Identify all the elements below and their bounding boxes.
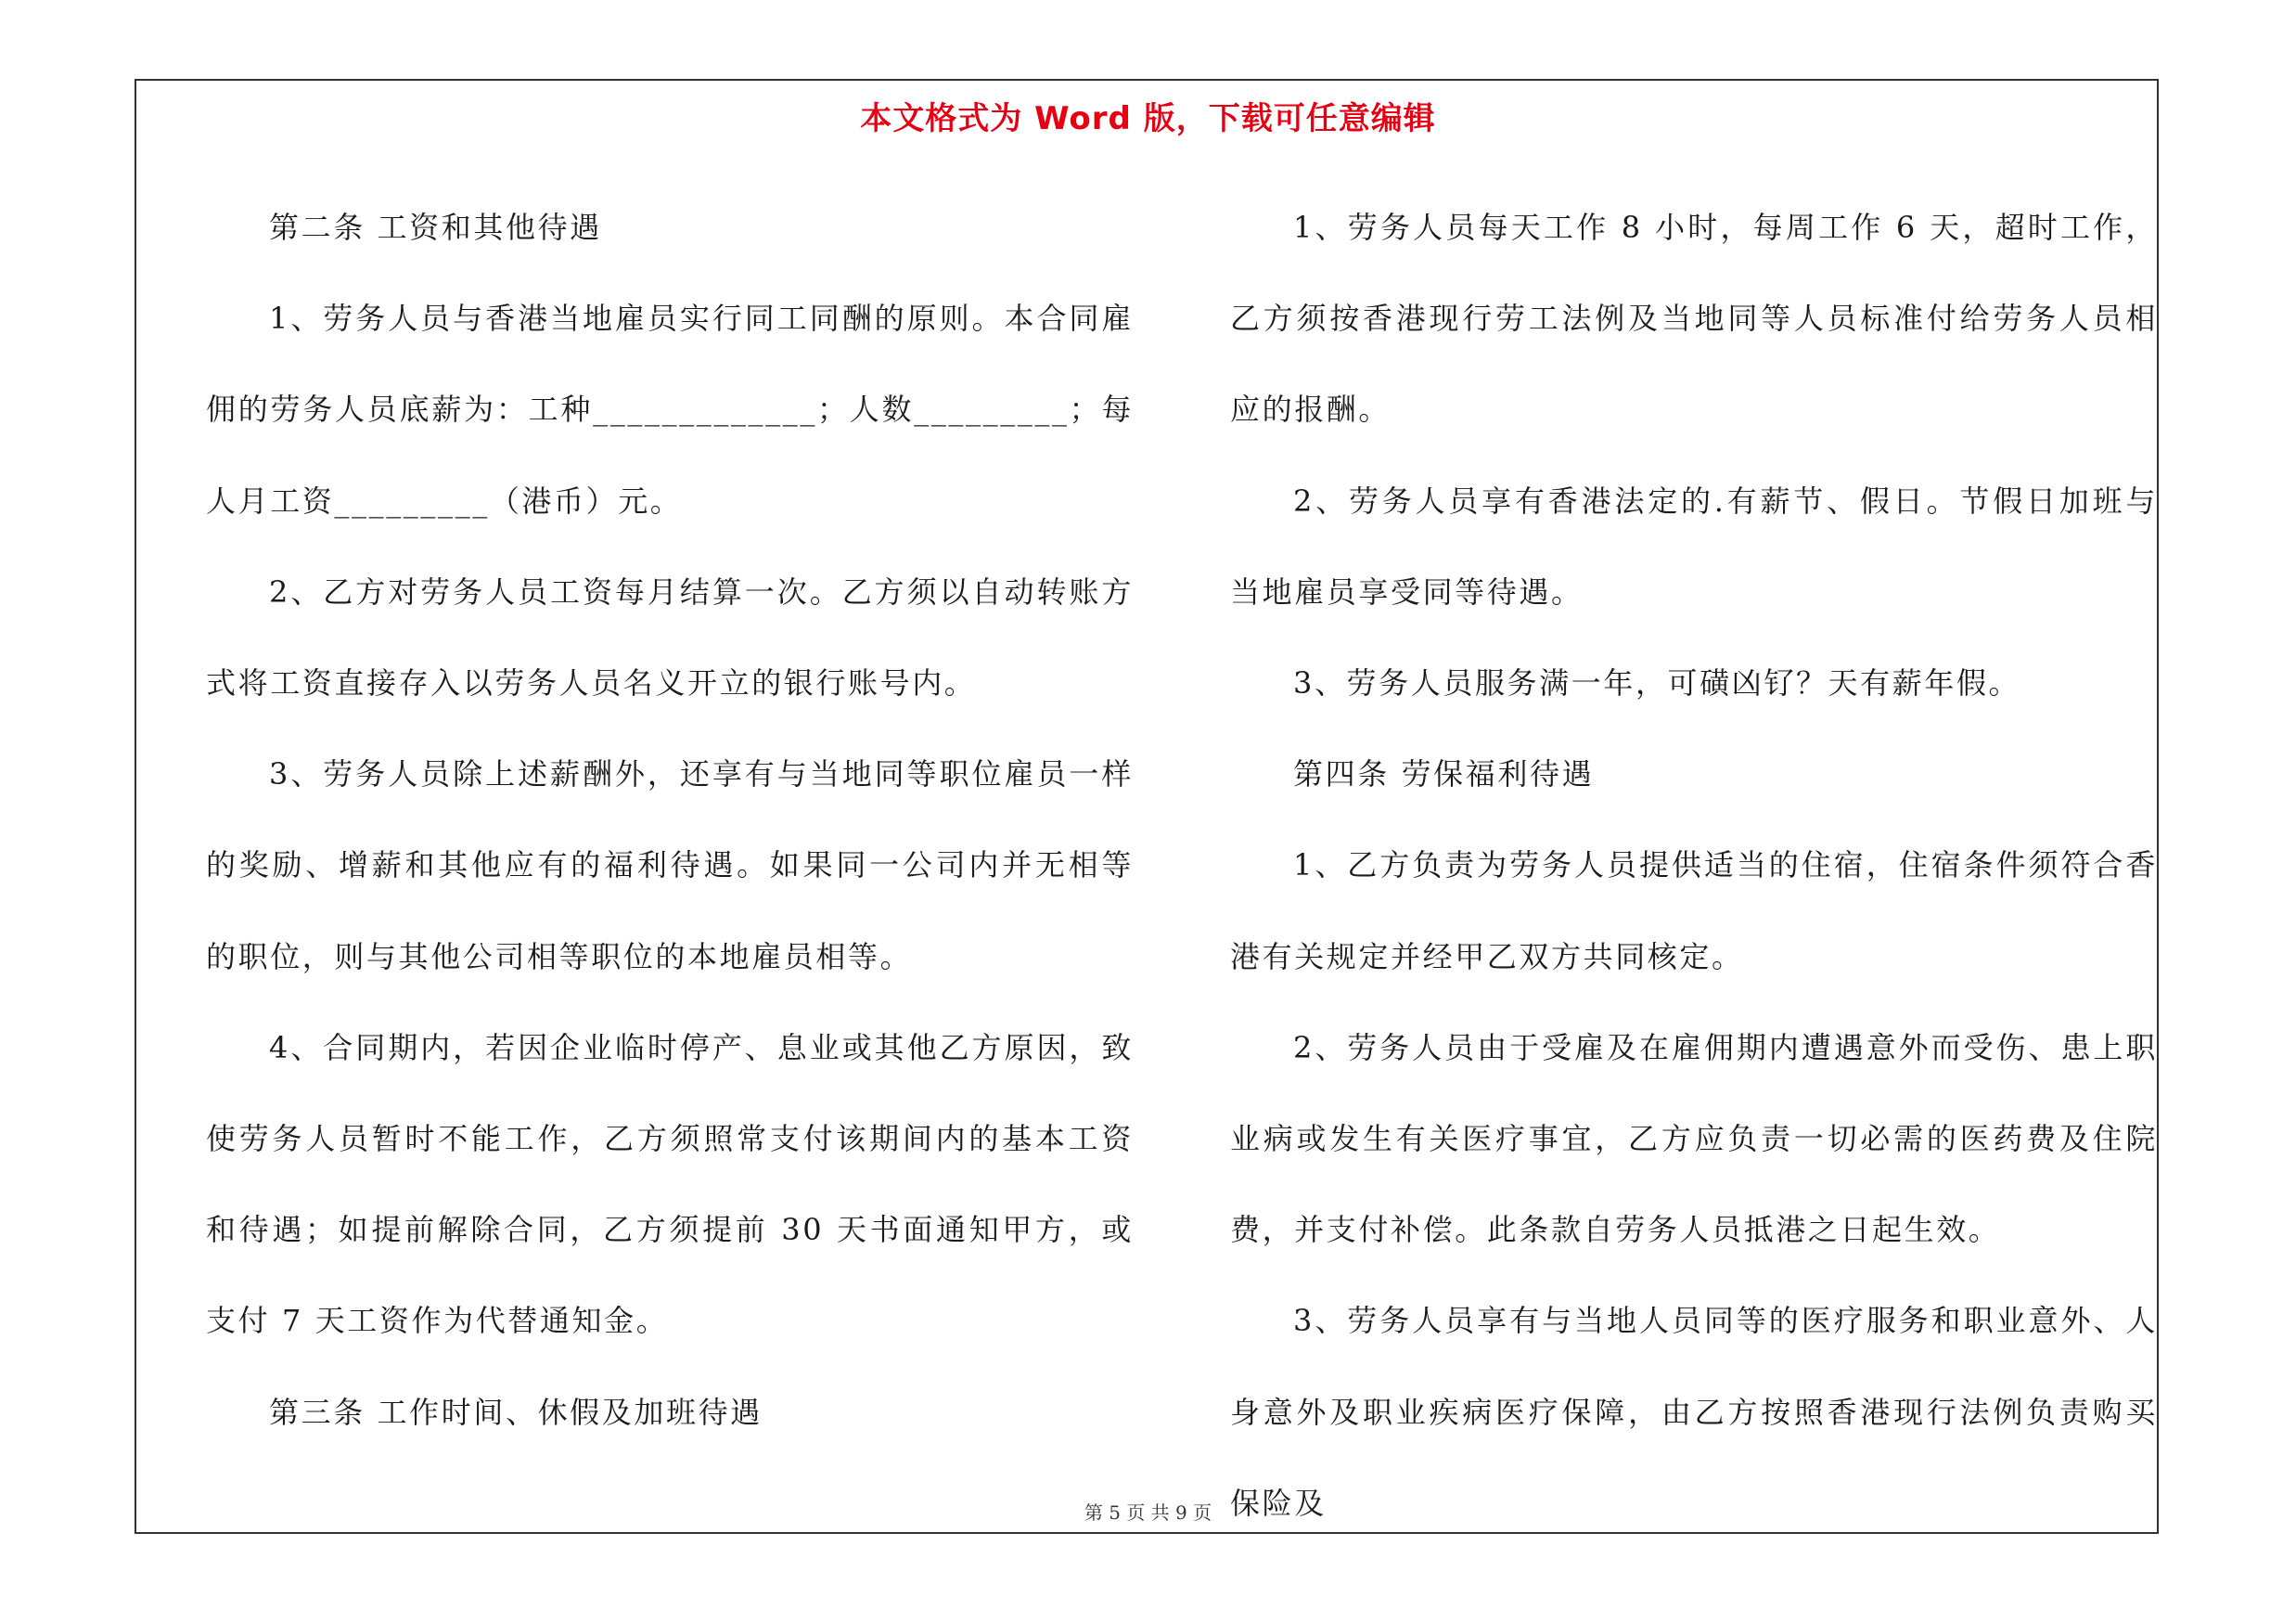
format-banner: 本文格式为 Word 版，下载可任意编辑 — [860, 100, 1436, 137]
right-column — [1230, 182, 2158, 1549]
paragraph-article-3-item-3: 3、劳务人员服务满一年，可磺凶钌？天有薪年假。 — [1293, 665, 2021, 702]
paragraph-article-4-item-1: 1、乙方负责为劳务人员提供适当的住宿，住宿条件须符合香港有关规定并经甲乙双方共同核定。 — [1230, 847, 2158, 974]
paragraph-article-3-item-1: 1、劳务人员每天工作 8 小时，每周工作 6 天，超时工作，乙方须按香港现行劳工法例及当地同等人员标准付给劳务人员相应的报酬。 — [1230, 210, 2158, 428]
page-number: 第 5 页 共 9 页 — [1084, 1501, 1212, 1524]
left-column — [206, 182, 1134, 1458]
paragraph-article-2-item-1: 1、劳务人员与香港当地雇员实行同工同酬的原则。本合同雇佣的劳务人员底薪为：工种_____________；人数_________；每人月工资_________（港币）元。 — [206, 301, 1134, 519]
paragraph-article-4-item-2: 2、劳务人员由于受雇及在雇佣期内遭遇意外而受伤、患上职业病或发生有关医疗事宜，乙方应负责一切必需的医药费及住院费，并支付补偿。此条款自劳务人员抵港之日起生效。 — [1230, 1029, 2158, 1248]
paragraph-article-2-item-4: 4、合同期内，若因企业临时停产、息业或其他乙方原因，致使劳务人员暂时不能工作，乙方须照常支付该期间内的基本工资和待遇；如提前解除合同，乙方须提前 30 天书面通知甲方，或支付 7 天工资作为代替通知金。 — [206, 1029, 1134, 1339]
paragraph-article-3-item-2: 2、劳务人员享有香港法定的.有薪节、假日。节假日加班与当地雇员享受同等待遇。 — [1230, 483, 2158, 610]
paragraph-article-2-item-2: 2、乙方对劳务人员工资每月结算一次。乙方须以自动转账方式将工资直接存入以劳务人员名义开立的银行账号内。 — [206, 573, 1134, 702]
paragraph-article-2-heading: 第二条 工资和其他待遇 — [269, 210, 602, 245]
paragraph-article-4-item-3: 3、劳务人员享有与当地人员同等的医疗服务和职业意外、人身意外及职业疾病医疗保障，由乙方按照香港现行法例负责购买保险及 — [1230, 1303, 2158, 1521]
paragraph-article-3-heading: 第三条 工作时间、休假及加班待遇 — [269, 1394, 763, 1430]
paragraph-article-4-heading: 第四条 劳保福利待遇 — [1293, 756, 1595, 792]
paragraph-article-2-item-3: 3、劳务人员除上述薪酬外，还享有与当地同等职位雇员一样的奖励、增薪和其他应有的福利待遇。如果同一公司内并无相等的职位，则与其他公司相等职位的本地雇员相等。 — [206, 756, 1134, 974]
